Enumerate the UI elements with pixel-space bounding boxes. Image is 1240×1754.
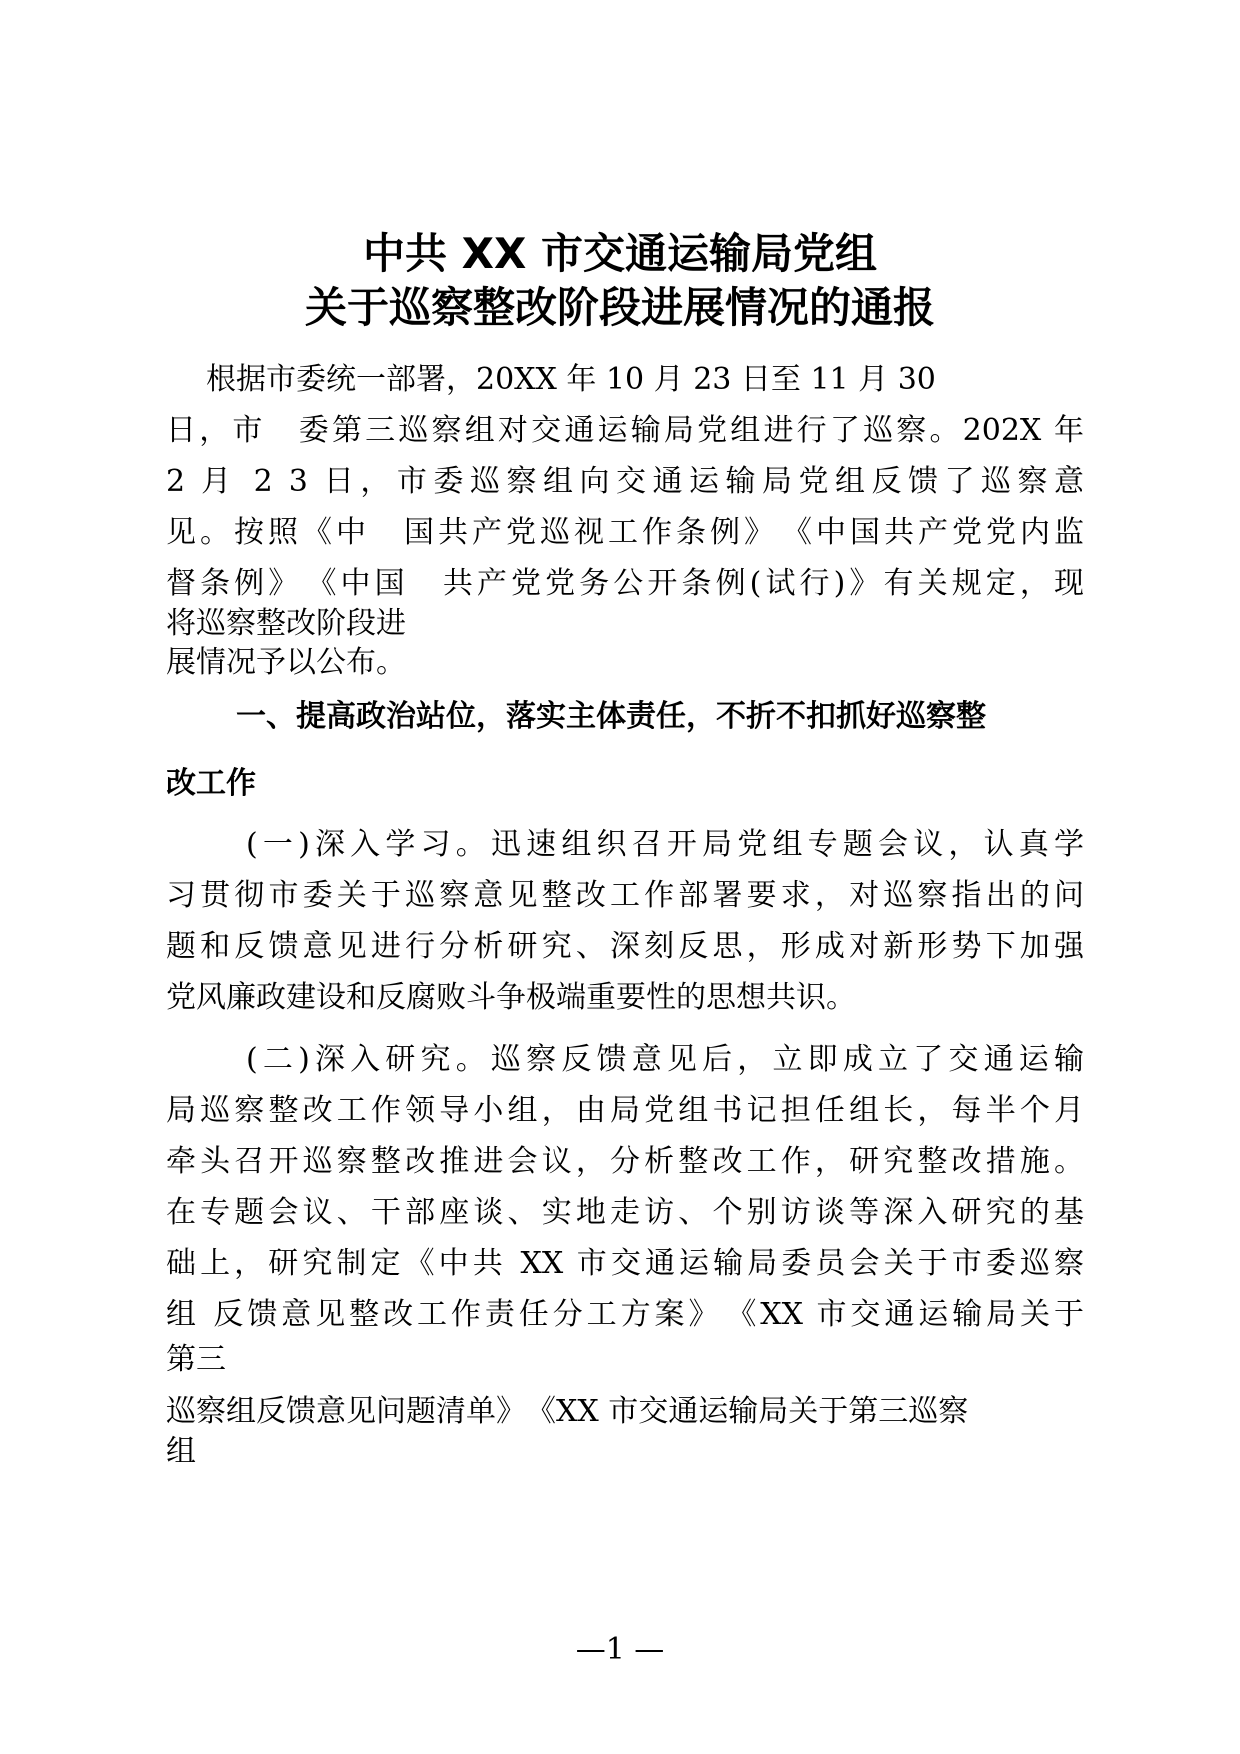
paragraph-3-line-8: 巡察组反馈意见问题清单》 《XX 市交通运输局关于第三巡察 <box>166 1394 969 1429</box>
paragraph-1-line-4: 见。按照《中 国共产党巡视工作条例》 《中国共产党党内监 <box>166 515 1084 550</box>
paragraph-1-line-6: 将巡察整改阶段进 <box>166 606 406 641</box>
paragraph-2-line-3: 题和反馈意见进行分析研究、深刻反思，形成对新形势下加强 <box>166 929 1084 964</box>
paragraph-3-line-4: 在专题会议、干部座谈、实地走访、个别访谈等深入研究的基 <box>166 1195 1084 1230</box>
paragraph-3-line-6: 组 反馈意见整改工作责任分工方案》 《XX 市交通运输局关于 <box>166 1297 1084 1332</box>
paragraph-1-line-1: 根据市委统一部署，20XX 年 10 月 23 日至 11 月 30 <box>206 362 936 397</box>
section-heading-1-line-1: 一、提高政治站位，落实主体责任，不折不扣抓好巡察整 <box>236 699 986 734</box>
paragraph-1-line-7: 展情况予以公布。 <box>166 645 406 680</box>
section-heading-1-line-2: 改工作 <box>166 766 256 801</box>
paragraph-1-line-3: 2 月 2 3 日，市委巡察组向交通运输局党组反馈了巡察意 <box>166 464 1084 499</box>
page-number: —1 — <box>575 1632 665 1667</box>
paragraph-2-line-2: 习贯彻市委关于巡察意见整改工作部署要求，对巡察指出的问 <box>166 878 1084 913</box>
paragraph-1-line-2: 日，市 委第三巡察组对交通运输局党组进行了巡察。202X 年 <box>166 413 1084 448</box>
paragraph-3-line-1: (二)深入研究。巡察反馈意见后，立即成立了交通运输 <box>246 1042 1084 1077</box>
paragraph-2-line-4: 党风廉政建设和反腐败斗争极端重要性的思想共识。 <box>166 980 856 1015</box>
paragraph-3-line-3: 牵头召开巡察整改推进会议，分析整改工作，研究整改措施。 <box>166 1144 1084 1179</box>
document-title-line-1: 中共 XX 市交通运输局党组 <box>362 229 877 278</box>
paragraph-3-line-7: 第三 <box>166 1342 226 1377</box>
paragraph-2-line-1: (一)深入学习。迅速组织召开局党组专题会议，认真学 <box>246 827 1084 862</box>
paragraph-3-line-9: 组 <box>166 1434 196 1469</box>
paragraph-1-line-5: 督条例》 《中国 共产党党务公开条例(试行)》有关规定，现 <box>166 566 1084 601</box>
paragraph-3-line-2: 局巡察整改工作领导小组，由局党组书记担任组长，每半个月 <box>166 1093 1084 1128</box>
paragraph-3-line-5: 础上，研究制定《中共 XX 市交通运输局委员会关于市委巡察 <box>166 1246 1084 1281</box>
document-title-line-2: 关于巡察整改阶段进展情况的通报 <box>304 283 935 332</box>
